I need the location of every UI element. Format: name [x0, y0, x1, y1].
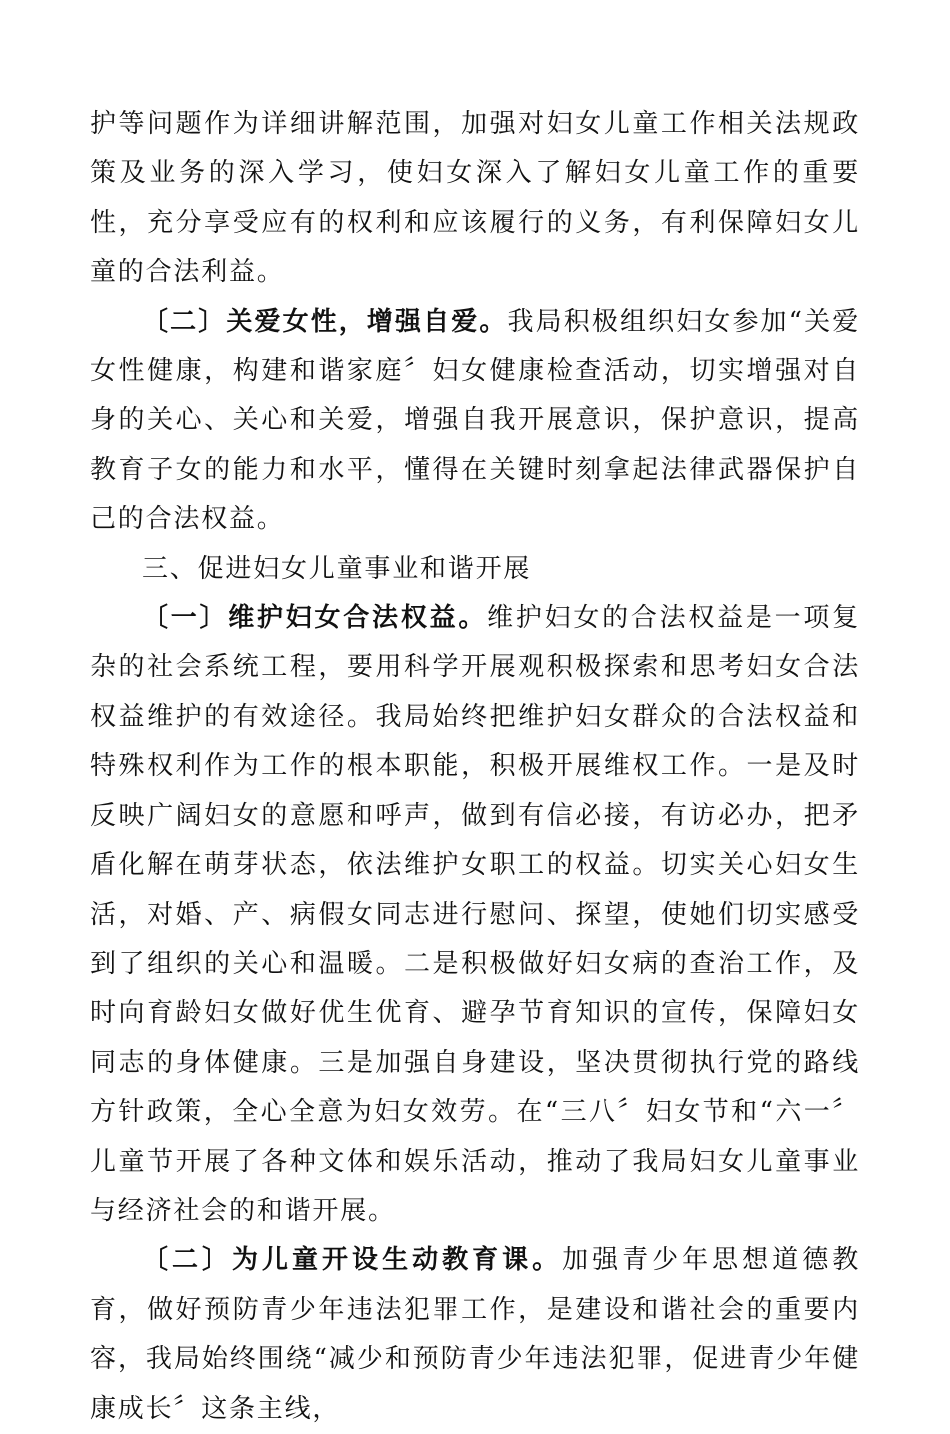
paragraph-protect-rights — [90, 594, 860, 1236]
paragraph-lead: 〔一〕维护妇女合法权益。 — [142, 603, 488, 634]
section-heading — [90, 545, 860, 594]
paragraph-care-for-women — [90, 298, 860, 545]
section-heading-text: 三、促进妇女儿童事业和谐开展 — [142, 553, 532, 584]
paragraph-lead: 〔二〕关爱女性，增强自爱。 — [142, 306, 508, 337]
paragraph-text: 维护妇女的合法权益是一项复杂的社会系统工程，要用科学开展观积极探索和思考妇女合法权益维护的有效途径。我局始终把维护妇女群众的合法权益和特殊权利作为工作的根本职能，积极开展维权工作。一是及时反映广阔妇女的意愿和呼声，做到有信必接，有访必办，把矛盾化解在萌芽状态，依法维护女职工的权益。切实关心妇女生活，对婚、产、病假女同志进行慰问、探望，使她们切实感受到了组织的关心和温暖。二是积极做好妇女病的查治工作，及时向育龄妇女做好优生优育、避孕节育知识的宣传，保障妇女同志的身体健康。三是加强自身建设，坚决贯彻执行党的路线方针政策，全心全意为妇女效劳。在“三八〞妇女节和“六一〞儿童节开展了各种文体和娱乐活动，推动了我局妇女儿童事业与经济社会的和谐开展。 — [90, 603, 860, 1226]
paragraph-text: 我局积极组织妇女参加“关爱女性健康，构建和谐家庭〞妇女健康检查活动，切实增强对自身的关心、关心和关爱，增强自我开展意识，保护意识，提高教育子女的能力和水平，懂得在关键时刻拿起法律武器保护自己的合法权益。 — [90, 306, 860, 535]
paragraph-text: 加强青少年思想道德教育，做好预防青少年违法犯罪工作，是建设和谐社会的重要内容，我局始终围绕“减少和预防青少年违法犯罪，促进青少年健康成长〞这条主线， — [90, 1245, 860, 1424]
paragraph-text: 护等问题作为详细讲解范围，加强对妇女儿童工作相关法规政策及业务的深入学习，使妇女深入了解妇女儿童工作的重要性，充分享受应有的权利和应该履行的义务，有利保障妇女儿童的合法利益。 — [90, 109, 860, 288]
paragraph-continuation — [90, 100, 860, 298]
paragraph-children-education — [90, 1236, 860, 1434]
paragraph-lead: 〔二〕为儿童开设生动教育课。 — [142, 1245, 563, 1276]
document-body — [90, 100, 860, 1434]
